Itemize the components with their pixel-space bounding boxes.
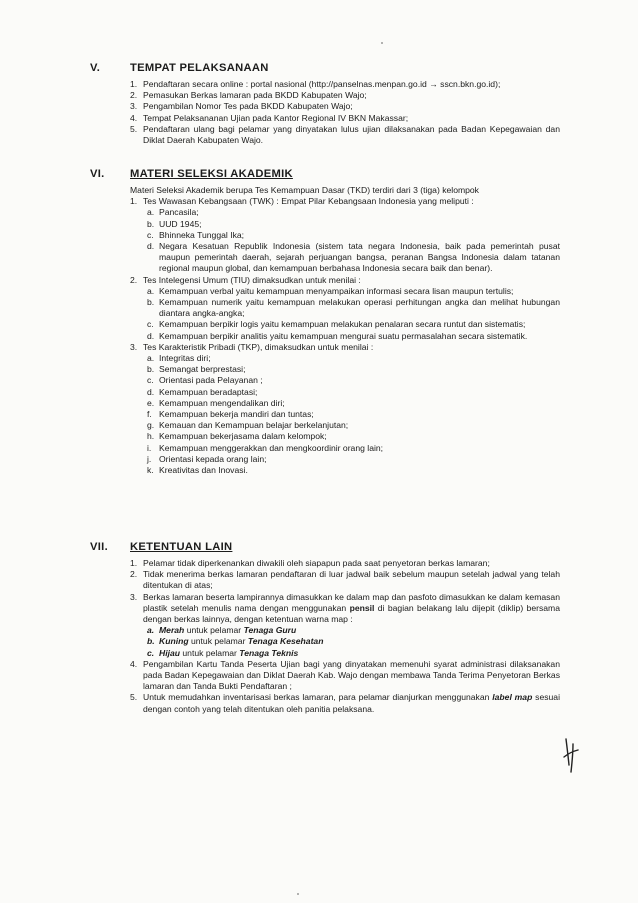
list-item	[130, 592, 560, 659]
sub-text: Kemampuan mengendalikan diri;	[159, 397, 285, 408]
sub-letter: j.	[147, 453, 152, 464]
item-text-part: Berkas lamaran beserta lampirannya dimasukkan ke dalam map dan pasfoto dimasukkan ke dalam kemasan plastik setelah menulis nama dengan menggunakan	[143, 591, 560, 613]
sub-item	[143, 454, 560, 465]
item-number: 2.	[130, 90, 138, 101]
list-item	[130, 569, 560, 591]
sub-item	[143, 375, 560, 386]
list-item	[130, 659, 560, 693]
sub-text: Bhinneka Tunggal Ika;	[159, 229, 245, 240]
scan-speck	[381, 42, 383, 44]
item-number: 1.	[130, 79, 138, 89]
list-item	[130, 90, 560, 101]
sub-text: Negara Kesatuan Republik Indonesia (sistem tata negara Indonesia, baik pada pemerintah pusat maupun pemerintah daerah, sejarah perjuangan bangsa, peranan Bangsa Indonesia dalam tatanan regional maupun global, dan kemampuan berbahasa Indonesia secara baik dan benar).	[159, 241, 560, 274]
item-number: 2.	[130, 569, 138, 580]
item-text-part: di bagian belakang lalu dijepit (diklip) bersama dengan berkas lainnya, dengan ketentuan warna map :	[143, 602, 560, 625]
list-item	[130, 113, 560, 124]
item-text: Tidak menerima berkas lamaran pendaftaran di luar jadwal baik sebelum maupun setelah jadwal yang telah ditentukan di atas;	[143, 569, 560, 591]
applicant-group: Tenaga Kesehatan	[247, 636, 324, 647]
sub-text: Kemampuan beradaptasi;	[159, 386, 258, 397]
sub-letter: b.	[147, 364, 155, 375]
sub-letter: c.	[147, 229, 154, 240]
sub-text: Orientasi kepada orang lain;	[159, 453, 267, 464]
item-number: 4.	[130, 112, 138, 123]
sub-text: Kemampuan numerik yaitu kemampuan melakukan operasi perhitungan angka dan melihat hubungan diantara angka-angka;	[159, 297, 560, 319]
sub-letter: g.	[147, 420, 155, 431]
bold-word: pensil	[349, 602, 375, 613]
sub-item	[143, 297, 560, 319]
sub-item	[143, 353, 560, 364]
sub-letter: f.	[147, 409, 152, 420]
section-number: V.	[90, 62, 101, 74]
sub-item	[143, 319, 560, 330]
sub-item	[143, 409, 560, 420]
item-number: 3.	[130, 101, 138, 112]
item-text: Pendaftaran secara online : portal nasional (http://panselnas.menpan.go.id → sscn.bkn.go.id);	[143, 79, 501, 89]
section-tempat-pelaksanaan	[90, 62, 560, 146]
sub-text: Kemampuan bekerja mandiri dan tuntas;	[159, 409, 314, 420]
list-item	[130, 101, 560, 112]
map-color-mid: untuk pelamar	[182, 647, 237, 658]
item-text-part: Untuk memudahkan inventarisasi berkas lamaran, para pelamar dianjurkan menggunakan	[143, 692, 490, 703]
scan-speck	[297, 893, 299, 895]
sub-text: Kemampuan bekerjasama dalam kelompok;	[159, 431, 327, 442]
map-color-item	[143, 636, 560, 647]
bold-italic-word: label map	[492, 692, 533, 703]
sub-item	[143, 431, 560, 442]
sub-letter: a.	[147, 207, 155, 218]
item-text: Pelamar tidak diperkenankan diwakili oleh siapapun pada saat penyetoran berkas lamaran;	[143, 558, 490, 568]
item-number: 1.	[130, 196, 138, 207]
sub-text: Semangat berprestasi;	[159, 364, 246, 375]
sub-item	[143, 230, 560, 241]
sub-text: Kemampuan verbal yaitu kemampuan menyampaikan informasi secara lisan maupun tertulis;	[159, 285, 514, 296]
section-title: TEMPAT PELAKSANAAN	[130, 62, 269, 74]
sub-item	[143, 286, 560, 297]
item-number: 1.	[130, 558, 138, 568]
item-number: 3.	[130, 341, 138, 352]
section-intro: Materi Seleksi Akademik berupa Tes Kemampuan Dasar (TKD) terdiri dari 3 (tiga) kelompok	[130, 185, 479, 195]
item-text: Pengambilan Kartu Tanda Peserta Ujian bagi yang dinyatakan memenuhi syarat administrasi dilaksanakan pada Badan Kepegawaian dan Diklat Daerah Kab. Wajo dengan membawa Tanda Terima Penyetoran Berkas lamaran dan Tanda Bukti Pendaftaran ;	[143, 658, 560, 692]
sub-text: Kemampuan berpikir logis yaitu kemampuan melakukan penalaran secara runtut dan sistematis;	[159, 319, 526, 330]
sub-letter: c.	[147, 375, 154, 386]
paraf-signature	[560, 735, 584, 775]
sub-item	[143, 241, 560, 275]
list-item	[130, 342, 560, 353]
item-number: 5.	[130, 692, 138, 703]
sub-letter: c.	[147, 319, 154, 330]
sub-item	[143, 465, 560, 476]
item-text	[143, 692, 560, 714]
item-number: 5.	[130, 123, 138, 134]
sub-text: Integritas diri;	[159, 353, 211, 364]
sub-letter: b.	[147, 297, 155, 308]
list-item	[130, 692, 560, 714]
item-text: Pengambilan Nomor Tes pada BKDD Kabupaten Wajo;	[143, 101, 353, 112]
sub-text: Pancasila;	[159, 207, 199, 218]
sub-letter: e.	[147, 397, 155, 408]
sub-item	[143, 387, 560, 398]
section-number: VII.	[90, 541, 108, 553]
item-text: Pemasukan Berkas lamaran pada BKDD Kabupaten Wajo;	[143, 90, 367, 101]
sub-letter: a.	[147, 285, 155, 296]
sub-item	[143, 420, 560, 431]
map-color: Kuning	[159, 636, 189, 647]
sub-item	[143, 207, 560, 218]
list-item	[130, 558, 560, 569]
item-number: 4.	[130, 658, 138, 669]
sub-text: Kemauan dan Kemampuan belajar berkelanjutan;	[159, 420, 349, 431]
sub-item	[143, 443, 560, 454]
sub-letter: b.	[147, 218, 155, 229]
sub-letter: a.	[147, 625, 155, 636]
sub-letter: a.	[147, 353, 155, 364]
map-color: Merah	[159, 625, 185, 636]
sub-letter: b.	[147, 636, 155, 647]
list-item	[130, 79, 560, 90]
map-color-mid: untuk pelamar	[190, 636, 246, 647]
map-color-item	[143, 648, 560, 659]
item-number: 3.	[130, 591, 138, 602]
sub-item	[143, 398, 560, 409]
sub-text: UUD 1945;	[159, 218, 202, 229]
sub-item	[143, 364, 560, 375]
section-number: VI.	[90, 168, 105, 180]
section-ketentuan-lain	[90, 541, 560, 715]
section-title: KETENTUAN LAIN	[130, 541, 233, 553]
sub-letter: d.	[147, 241, 155, 252]
map-color-mid: untuk pelamar	[186, 625, 242, 636]
applicant-group: Tenaga Teknis	[239, 647, 299, 658]
sub-text: Orientasi pada Pelayanan ;	[159, 375, 263, 386]
item-number: 2.	[130, 274, 138, 285]
sub-letter: d.	[147, 386, 155, 397]
item-text: Tes Intelegensi Umum (TIU) dimaksudkan untuk menilai :	[143, 274, 361, 285]
sub-letter: c.	[147, 647, 155, 658]
map-color: Hijau	[159, 647, 181, 658]
sub-text: Kreativitas dan Inovasi.	[159, 465, 248, 476]
section-title: MATERI SELEKSI AKADEMIK	[130, 168, 293, 180]
list-item	[130, 124, 560, 146]
sub-letter: h.	[147, 431, 155, 442]
item-text	[143, 592, 560, 626]
map-color-item	[143, 625, 560, 636]
sub-letter: d.	[147, 330, 155, 341]
item-text: Tes Wawasan Kebangsaan (TWK) : Empat Pilar Kebangsaan Indonesia yang meliputi :	[143, 196, 474, 207]
item-text-part: sesuai dengan contoh yang telah ditentukan oleh panitia pelaksana.	[143, 692, 560, 714]
item-text: Pendaftaran ulang bagi pelamar yang dinyatakan lulus ujian dilaksanakan pada Badan Kepegawaian dan Diklat Daerah Kabupaten Wajo.	[143, 123, 560, 146]
map-color-list	[143, 625, 560, 659]
sub-text: Kemampuan berpikir analitis yaitu kemampuan mengurai suatu permasalahan secara sistematik.	[159, 330, 528, 341]
list-item	[130, 196, 560, 207]
applicant-group: Tenaga Guru	[243, 625, 297, 636]
list-item	[130, 275, 560, 286]
sub-letter: i.	[147, 442, 152, 453]
sub-text: Kemampuan menggerakkan dan mengkoordinir orang lain;	[159, 442, 384, 453]
item-text: Tempat Pelaksananan Ujian pada Kantor Regional IV BKN Makassar;	[143, 112, 409, 123]
sub-item	[143, 331, 560, 342]
sub-letter: k.	[147, 465, 154, 476]
item-text: Tes Karakteristik Pribadi (TKP), dimaksudkan untuk menilai :	[143, 341, 374, 352]
sub-item	[143, 219, 560, 230]
section-materi-seleksi	[90, 168, 560, 476]
